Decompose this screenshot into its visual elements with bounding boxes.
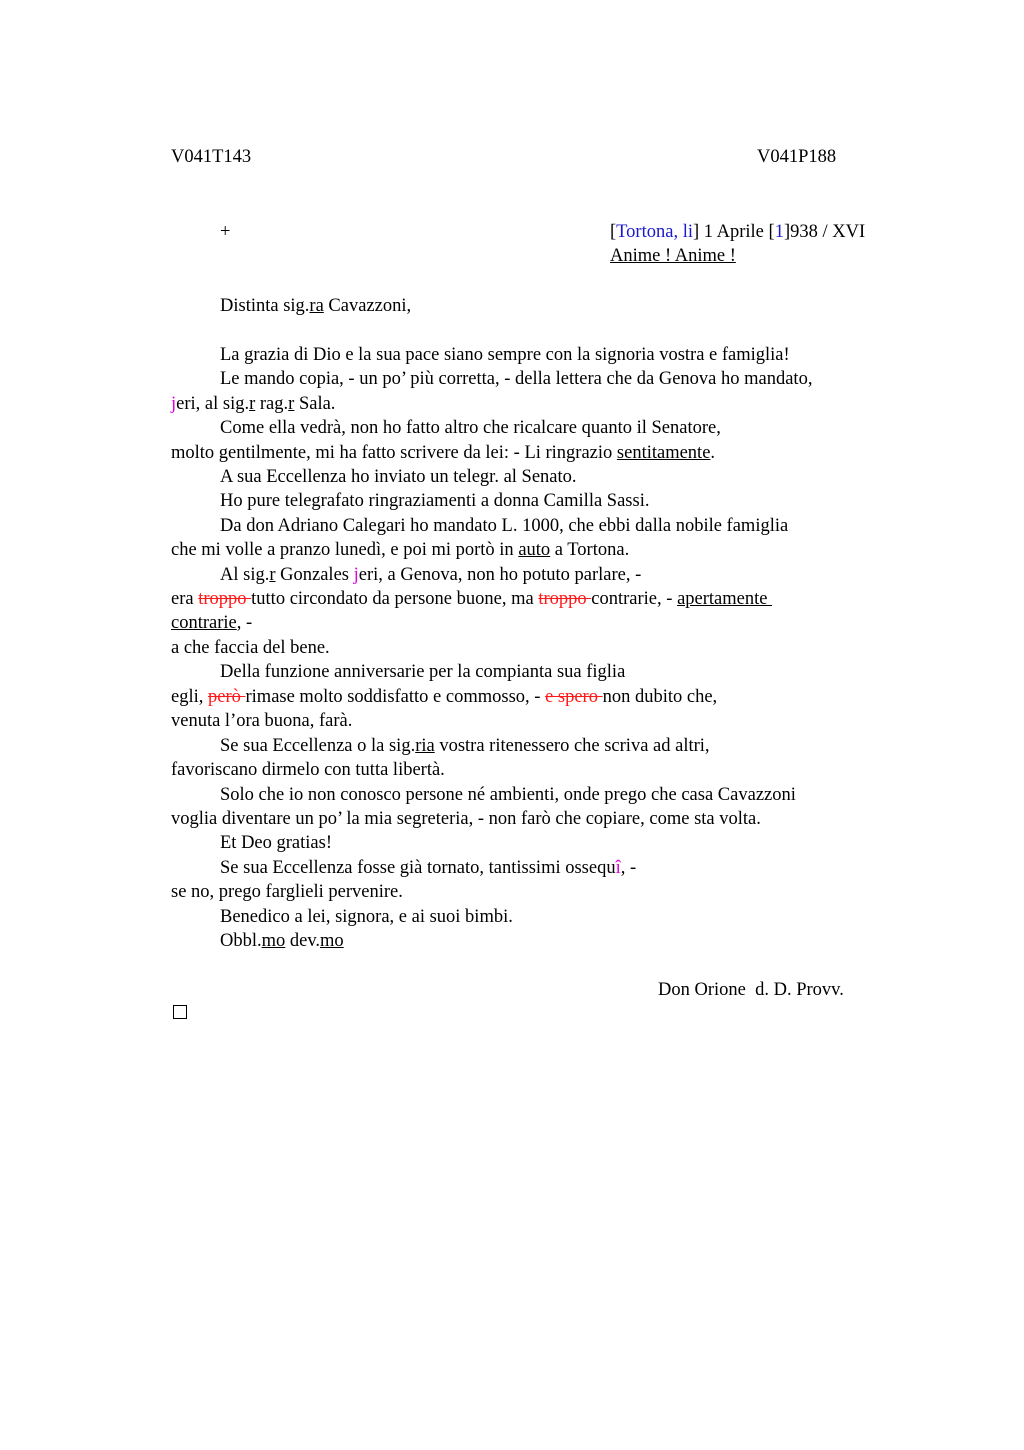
body-line: Et Deo gratias! xyxy=(220,833,332,853)
salutation: Distinta sig.ra Cavazzoni, xyxy=(220,296,412,316)
body-line: Al sig.r Gonzales jeri, a Genova, non ho potuto parlare, - xyxy=(220,565,642,585)
body-line: venuta l’ora buona, farà. xyxy=(171,711,353,731)
body-line: egli, però rimase molto soddisfatto e commosso, - e spero non dubito che, xyxy=(171,687,718,707)
body-line: a che faccia del bene. xyxy=(171,638,330,658)
deleted-text: però xyxy=(208,687,246,707)
signature: Don Orione d. D. Provv. xyxy=(658,980,844,1000)
dateline: [Tortona, li] 1 Aprile [1]938 / XVI xyxy=(610,222,866,242)
deleted-text: troppo xyxy=(198,589,252,609)
body-line: se no, prego farglieli pervenire. xyxy=(171,882,403,902)
body-line: Della funzione anniversarie per la compianta sua figlia xyxy=(220,662,626,682)
body-line: era troppo tutto circondato da persone buone, ma troppo contrarie, - apertamente xyxy=(171,589,773,609)
body-line: favoriscano dirmelo con tutta libertà. xyxy=(171,760,445,780)
body-line: Obbl.mo dev.mo xyxy=(220,931,344,951)
body-line: molto gentilmente, mi ha fatto scrivere da lei: - Li ringrazio sentitamente. xyxy=(171,443,716,463)
body-line: Se sua Eccellenza o la sig.ria vostra ritenessero che scriva ad altri, xyxy=(220,736,710,756)
document-code-right: V041P188 xyxy=(757,147,837,167)
body-line: A sua Eccellenza ho inviato un telegr. al Senato. xyxy=(220,467,577,487)
deleted-text: e spero xyxy=(545,687,603,707)
end-square-icon xyxy=(173,1005,187,1019)
body-line: Se sua Eccellenza fosse già tornato, tantissimi ossequî, - xyxy=(220,858,637,878)
body-line: La grazia di Dio e la sua pace siano sempre con la signoria vostra e famiglia! xyxy=(220,345,790,365)
cross-mark: + xyxy=(220,222,231,242)
body-line: contrarie, - xyxy=(171,613,253,633)
body-line: Solo che io non conosco persone né ambienti, onde prego che casa Cavazzoni xyxy=(220,785,796,805)
body-line: Come ella vedrà, non ho fatto altro che ricalcare quanto il Senatore, xyxy=(220,418,721,438)
body-line: jeri, al sig.r rag.r Sala. xyxy=(171,394,336,414)
body-line: Benedico a lei, signora, e ai suoi bimbi. xyxy=(220,907,513,927)
body-line: Da don Adriano Calegari ho mandato L. 1000, che ebbi dalla nobile famiglia xyxy=(220,516,789,536)
body-line: che mi volle a pranzo lunedì, e poi mi portò in auto a Tortona. xyxy=(171,540,630,560)
dateline-place: Tortona, li xyxy=(616,222,693,242)
dateline-year-restored: 1 xyxy=(774,222,784,242)
body-line: Ho pure telegrafato ringraziamenti a donna Camilla Sassi. xyxy=(220,491,650,511)
document-code-left: V041T143 xyxy=(171,147,252,167)
deleted-text: troppo xyxy=(538,589,592,609)
body-line: voglia diventare un po’ la mia segreteria, - non farò che copiare, come sta volta. xyxy=(171,809,761,829)
motto: Anime ! Anime ! xyxy=(610,246,736,266)
body-line: Le mando copia, - un po’ più corretta, - della lettera che da Genova ho mandato, xyxy=(220,369,813,389)
